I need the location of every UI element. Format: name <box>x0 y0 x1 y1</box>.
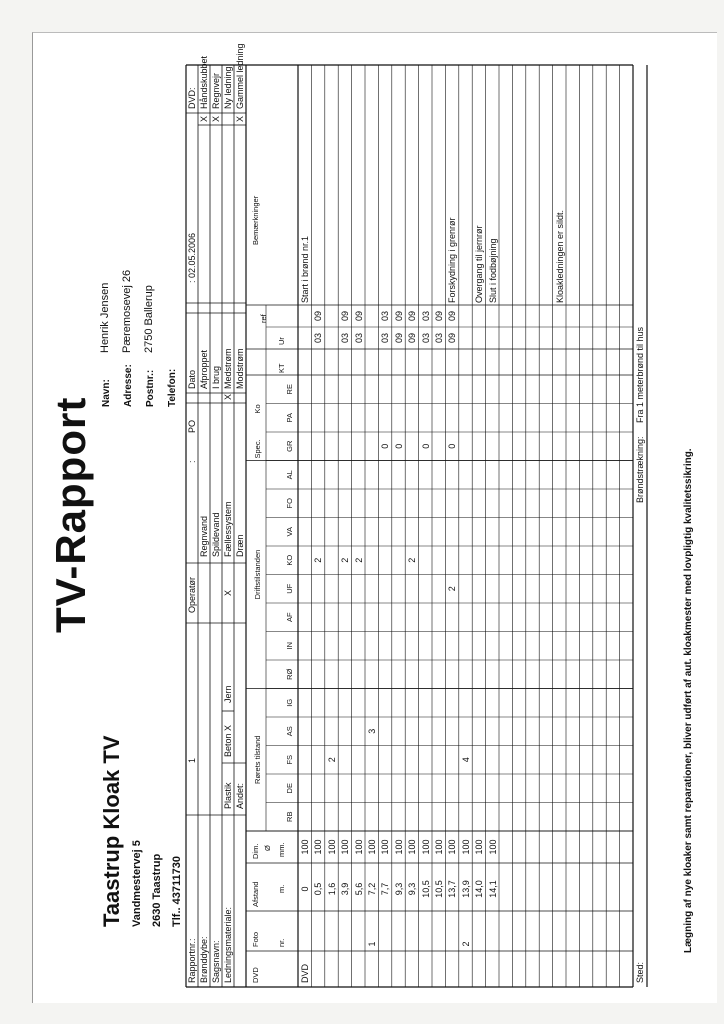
row-ref: 09 <box>434 311 444 322</box>
row-dim: 100 <box>313 839 324 855</box>
header-sub: AF <box>285 612 294 623</box>
brondstraekning-label: Brøndstrækning: <box>635 436 645 503</box>
row-code: 4 <box>460 757 471 763</box>
report-title: TV-Rapport <box>47 396 94 633</box>
header-sub: DE <box>285 783 294 794</box>
water-mark: X <box>223 590 233 597</box>
header-sub: GR <box>285 440 294 452</box>
header-kt: KT <box>277 363 286 373</box>
water-type: Regnvand <box>199 515 209 557</box>
row-ur: 03 <box>420 333 431 344</box>
row-dim: 100 <box>300 839 310 855</box>
customer-name: Henrik Jensen <box>99 282 111 353</box>
dvd-mark: X <box>211 116 221 123</box>
header-ko: Ko <box>253 404 262 414</box>
row-ur: 03 <box>340 333 351 344</box>
row-foto: 2 <box>460 941 471 947</box>
row-dim: 100 <box>353 839 364 855</box>
pipe-plastik: Plastik <box>223 782 233 809</box>
row-remark: Forskydning i grenrør <box>447 217 458 303</box>
date-value: : 02.05.2006 <box>187 232 197 283</box>
row-dim: 100 <box>460 839 471 855</box>
header-rorets-tilstand: Rørets tilstand <box>253 735 262 784</box>
row-dim: 100 <box>380 839 391 855</box>
row-afstand: 1,6 <box>326 882 337 896</box>
header-sub: IN <box>285 642 294 650</box>
header-sub: UF <box>285 583 294 594</box>
row-code: 0 <box>420 443 431 449</box>
water-type: Fællessystem <box>223 501 233 557</box>
rotated-report <box>33 33 717 1003</box>
header-bemaerkninger: Bemærkninger <box>251 195 260 245</box>
header-sub: RØ <box>285 668 294 680</box>
header-sub: AS <box>285 726 294 737</box>
dvd-mark: X <box>235 116 245 123</box>
row-ref: 03 <box>380 311 391 322</box>
brondstraekning-value: Fra 1 meterbrønd til hus <box>635 326 645 423</box>
row-code: 2 <box>340 557 351 563</box>
water-type: Dræn <box>235 534 245 557</box>
row-ur: 03 <box>313 333 324 344</box>
pipe-material-label: Ledningsmateriale: <box>223 906 233 983</box>
row-afstand: 14,1 <box>487 880 498 898</box>
row-ur: 03 <box>353 333 364 344</box>
header-sub: FS <box>285 754 294 765</box>
header-spec: Spec. <box>253 439 262 459</box>
date-label: Dato <box>187 369 197 389</box>
header-foto-nr: nr. <box>277 938 286 947</box>
header-dim: Dim. <box>251 843 260 859</box>
row-dim: 100 <box>393 839 404 855</box>
row-ref: 09 <box>447 311 458 322</box>
row-afstand: 0 <box>300 886 310 892</box>
row-afstand: 0,5 <box>313 882 324 896</box>
header-sub: AL <box>285 470 294 480</box>
row-afstand: 14,0 <box>474 880 485 898</box>
header-sub: FO <box>285 498 294 509</box>
row-ur: 09 <box>407 333 418 344</box>
dvd-option: Regnvejr <box>211 72 221 109</box>
header-dvd: DVD <box>251 967 260 983</box>
company-street: Vandmestervej 5 <box>131 840 143 927</box>
row-afstand: 9,3 <box>393 882 404 896</box>
status-mark: X <box>223 394 233 401</box>
header-driftstilstanden: Driftstilstanden <box>253 549 262 600</box>
header-dim-o: Ø <box>263 845 272 851</box>
row-dim: 100 <box>407 839 418 855</box>
report-number-value: 1 <box>187 757 197 763</box>
header-sub: VA <box>285 527 294 537</box>
row-ref: 09 <box>393 311 404 322</box>
row-dim: 100 <box>367 839 377 855</box>
row-dvd: DVD <box>300 963 310 983</box>
dvd-option: Gammel ledning <box>235 43 245 109</box>
pipe-beton: Beton X <box>223 724 233 757</box>
row-afstand: 5,6 <box>353 882 364 896</box>
row-code: 0 <box>393 443 404 449</box>
footer-note: Lægning af nye kloaker samt reparationer, bliver udført af aut. kloakmester med lovpligtig kvalitetssikring. <box>683 448 694 953</box>
row-code: 0 <box>380 443 391 449</box>
row-ref: 03 <box>420 311 431 322</box>
row-dim: 100 <box>474 839 485 855</box>
row-remark: Start i brønd nr.1 <box>300 235 310 303</box>
header-ur: Ur <box>277 337 286 345</box>
customer-phone-label: Telefon: <box>167 368 178 407</box>
header-afstand-m: m. <box>277 884 286 893</box>
well-depth-label: Brønddybe: <box>199 936 209 983</box>
row-afstand: 13,7 <box>447 880 458 898</box>
row-ref: 09 <box>407 311 418 322</box>
po-label: PO <box>187 419 197 433</box>
dvd-option: Ny ledning <box>223 66 233 109</box>
customer-postal-label: Postnr.: <box>145 369 156 407</box>
row-ref: 09 <box>313 311 324 322</box>
pipe-other-label: Andet: <box>235 782 245 809</box>
row-ur: 09 <box>447 333 458 344</box>
sted-label: Sted: <box>635 961 645 983</box>
water-type: Spildevand <box>211 512 221 557</box>
dvd-label: DVD: <box>187 87 197 109</box>
row-code: 2 <box>313 557 324 563</box>
report-grid <box>33 33 717 1003</box>
company-phone: Tlf.. 43711730 <box>171 856 183 927</box>
company-city: 2630 Taastrup <box>151 853 163 927</box>
status-option: Modstrøm <box>235 348 245 389</box>
row-code: 0 <box>447 443 458 449</box>
customer-name-label: Navn: <box>101 379 112 407</box>
operator-label: Operatør <box>187 576 197 613</box>
row-code: 3 <box>367 728 377 734</box>
customer-address: Pæremosevej 26 <box>121 269 133 353</box>
case-name-label: Sagsnavn: <box>211 940 221 983</box>
row-ur: 03 <box>434 333 444 344</box>
row-remark: Overgang til jernrør <box>474 225 485 303</box>
row-remark: Slut i fodbøjning <box>487 238 498 303</box>
row-ur: 09 <box>393 333 404 344</box>
row-afstand: 7,7 <box>380 882 391 896</box>
report-page <box>32 32 717 1003</box>
header-dim-mm: mm. <box>277 842 286 857</box>
row-foto: 1 <box>367 941 377 947</box>
row-dim: 100 <box>447 839 458 855</box>
row-code: 2 <box>326 757 337 763</box>
row-ur: 03 <box>380 333 391 344</box>
row-dim: 100 <box>420 839 431 855</box>
row-afstand: 9,3 <box>407 882 418 896</box>
header-sub: IG <box>285 698 294 707</box>
pipe-jern: Jern <box>223 685 233 703</box>
row-code: 2 <box>353 557 364 563</box>
customer-address-label: Adresse: <box>123 364 134 407</box>
dvd-mark: X <box>199 116 209 123</box>
header-sub: PA <box>285 413 294 423</box>
report-number-label: Rapportnr.: <box>187 938 197 983</box>
row-code: 2 <box>447 586 458 592</box>
header-ref: ref <box>259 314 268 323</box>
header-sub: RE <box>285 384 294 395</box>
row-afstand: 10,5 <box>434 880 444 898</box>
row-dim: 100 <box>340 839 351 855</box>
row-ref: 09 <box>353 311 364 322</box>
status-option: Medstrøm <box>223 348 233 389</box>
row-dim: 100 <box>326 839 337 855</box>
row-dim: 100 <box>434 839 444 855</box>
customer-postal: 2750 Ballerup <box>143 285 155 353</box>
row-dim: 100 <box>487 839 498 855</box>
operator-colon: : <box>187 460 197 463</box>
header-sub: RB <box>285 811 294 822</box>
row-remark: Kloakledningen er sildt. <box>554 209 565 303</box>
header-afstand: Afstand <box>251 881 260 907</box>
row-code: 2 <box>407 557 418 563</box>
row-afstand: 7,2 <box>367 882 377 896</box>
status-option: Afproppet <box>199 349 209 389</box>
header-foto: Foto <box>251 931 260 947</box>
header-sub: KO <box>285 554 294 566</box>
status-option: I brug <box>211 365 221 389</box>
row-ref: 09 <box>340 311 351 322</box>
row-afstand: 3,9 <box>340 882 351 896</box>
company-name: Taastrup Kloak TV <box>99 735 124 927</box>
dvd-option: Håndskubbet <box>199 55 209 109</box>
row-afstand: 10,5 <box>420 880 431 898</box>
row-afstand: 13,9 <box>460 880 471 898</box>
